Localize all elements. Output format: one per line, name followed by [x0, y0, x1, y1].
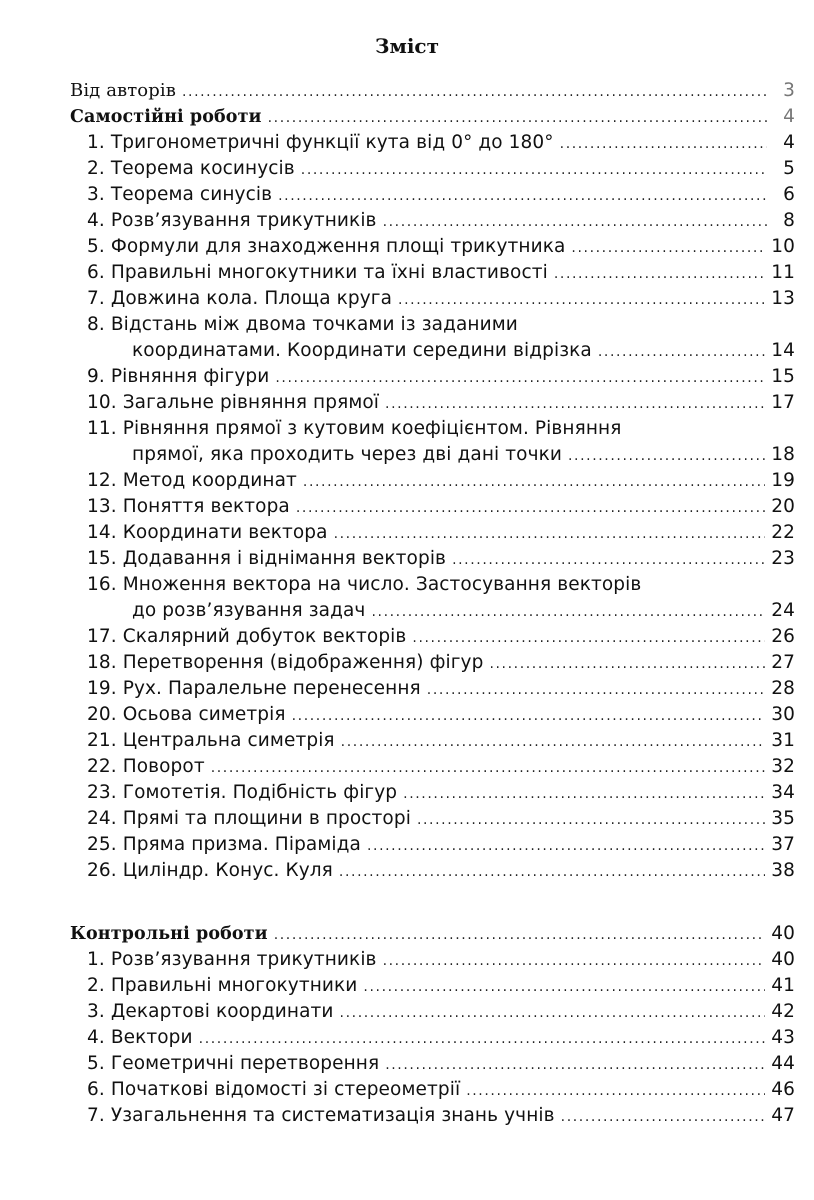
toc-entry[interactable] — [70, 973, 795, 999]
dot-leader — [268, 105, 767, 131]
page-number: 40 — [771, 949, 795, 970]
dot-leader — [568, 443, 765, 469]
page-number: 11 — [771, 262, 795, 283]
section-label: Самостійні роботи — [70, 107, 262, 127]
page-number: 28 — [771, 678, 795, 699]
toc-entry-label: 17. Скалярний добуток векторів — [87, 626, 407, 647]
toc-entry[interactable] — [70, 208, 795, 234]
toc-entry[interactable] — [70, 182, 795, 208]
toc-entry-label: 6. Правильні многокутники та їхні властивості — [87, 262, 548, 283]
dot-leader — [211, 755, 766, 781]
toc-entry-continuation[interactable] — [70, 338, 795, 364]
toc-entry[interactable] — [70, 999, 795, 1025]
toc-entry-label: 2. Теорема косинусів — [87, 158, 295, 179]
toc-entry-label: 7. Узагальнення та систематизація знань учнів — [87, 1105, 555, 1126]
toc-entry-label: 25. Пряма призма. Піраміда — [87, 834, 361, 855]
dot-leader — [598, 339, 765, 365]
page-number: 46 — [771, 1079, 795, 1100]
section-label: Контрольні роботи — [70, 924, 268, 944]
toc-entry[interactable] — [70, 624, 795, 650]
toc-entry-label: координатами. Координати середини відрізка — [132, 340, 592, 361]
toc-entry-label: прямої, яка проходить через дві дані точки — [132, 444, 562, 465]
section-spacer — [70, 884, 795, 921]
toc-entry[interactable] — [70, 468, 795, 494]
toc-entry-label: 1. Розв’язування трикутників — [87, 949, 377, 970]
page-number: 4 — [783, 106, 795, 127]
page-number: 42 — [771, 1001, 795, 1022]
dot-leader — [292, 703, 766, 729]
toc-entry[interactable] — [70, 390, 795, 416]
toc-entry[interactable] — [70, 947, 795, 973]
toc-entry[interactable] — [70, 702, 795, 728]
toc-entry[interactable] — [70, 260, 795, 286]
toc-entry-label: 3. Теорема синусів — [87, 184, 273, 205]
toc-entry[interactable] — [70, 1025, 795, 1051]
dot-leader — [367, 833, 765, 859]
page-number: 24 — [771, 600, 795, 621]
toc-entry[interactable] — [70, 546, 795, 572]
dot-leader — [489, 651, 765, 677]
toc-entry[interactable] — [70, 520, 795, 546]
page-number: 10 — [771, 236, 795, 257]
dot-leader — [334, 521, 766, 547]
dot-leader — [398, 287, 765, 313]
toc-entry-label: 24. Прямі та площини в просторі — [87, 808, 411, 829]
toc-entry-label: 10. Загальне рівняння прямої — [87, 392, 380, 413]
section-heading-control[interactable] — [70, 921, 795, 947]
page-number: 8 — [783, 210, 795, 231]
toc-entry-label: 23. Гомотетія. Подібність фігур — [87, 782, 398, 803]
toc-entry[interactable] — [70, 1051, 795, 1077]
dot-leader — [383, 948, 766, 974]
toc-entry-label: до розв’язування задач — [132, 600, 366, 621]
toc-entry[interactable] — [70, 286, 795, 312]
page-number: 19 — [771, 470, 795, 491]
toc-entry-label: 20. Осьова симетрія — [87, 704, 286, 725]
page-number: 41 — [771, 975, 795, 996]
dot-leader — [301, 157, 767, 183]
toc-entry-label: 18. Перетворення (відображення) фігур — [87, 652, 484, 673]
toc-entry[interactable] — [70, 416, 795, 442]
toc-entry-label: 5. Формули для знаходження площі трикутника — [87, 236, 566, 257]
toc-entry-label: 22. Поворот — [87, 756, 205, 777]
toc-entry-label: 2. Правильні многокутники — [87, 975, 358, 996]
independent-works-list — [70, 130, 795, 884]
dot-leader — [296, 495, 765, 521]
page-number: 47 — [771, 1105, 795, 1126]
toc-entry-continuation[interactable] — [70, 442, 795, 468]
dot-leader — [363, 974, 765, 1000]
toc-entry-label: 4. Розв’язування трикутників — [87, 210, 377, 231]
page-number: 4 — [783, 132, 795, 153]
dot-leader — [182, 79, 767, 105]
toc-entry[interactable] — [70, 832, 795, 858]
toc-entry-label: 26. Циліндр. Конус. Куля — [87, 860, 333, 881]
table-of-contents — [70, 78, 795, 1129]
dot-leader — [403, 781, 765, 807]
page-number: 44 — [771, 1053, 795, 1074]
dot-leader — [341, 729, 766, 755]
page-number: 22 — [771, 522, 795, 543]
page-number: 34 — [771, 782, 795, 803]
page-number: 23 — [771, 548, 795, 569]
toc-entry-label: 21. Центральна симетрія — [87, 730, 335, 751]
dot-leader — [412, 625, 765, 651]
page-number: 32 — [771, 756, 795, 777]
toc-entry-label: 19. Рух. Паралельне перенесення — [87, 678, 421, 699]
toc-entry-label: 4. Вектори — [87, 1027, 193, 1048]
page-number: 27 — [771, 652, 795, 673]
toc-entry-label: 14. Координати вектора — [87, 522, 328, 543]
page-number: 30 — [771, 704, 795, 725]
dot-leader — [339, 859, 765, 885]
dot-leader — [340, 1000, 766, 1026]
toc-entry[interactable] — [70, 1103, 795, 1129]
page-number: 26 — [771, 626, 795, 647]
toc-entry[interactable] — [70, 728, 795, 754]
dot-leader — [199, 1026, 766, 1052]
toc-entry-label: 13. Поняття вектора — [87, 496, 290, 517]
page-number: 6 — [783, 184, 795, 205]
page-number: 18 — [771, 444, 795, 465]
page-number: 43 — [771, 1027, 795, 1048]
page-number: 5 — [783, 158, 795, 179]
dot-leader — [303, 469, 765, 495]
dot-leader — [383, 209, 767, 235]
toc-entry[interactable] — [70, 130, 795, 156]
toc-entry-label: 15. Додавання і віднімання векторів — [87, 548, 447, 569]
dot-leader — [275, 365, 765, 391]
toc-entry[interactable] — [70, 650, 795, 676]
page-number: 31 — [771, 730, 795, 751]
toc-entry-label: 5. Геометричні перетворення — [87, 1053, 380, 1074]
dot-leader — [371, 599, 765, 625]
toc-entry-label: 7. Довжина кола. Площа круга — [87, 288, 393, 309]
toc-entry-label: 8. Відстань між двома точками із заданими — [87, 314, 518, 335]
dot-leader — [385, 1052, 765, 1078]
toc-entry-label: 9. Рівняння фігури — [87, 366, 270, 387]
toc-entry-intro[interactable] — [70, 78, 795, 104]
toc-entry-label: Від авторів — [70, 80, 176, 101]
page-number: 14 — [771, 340, 795, 361]
dot-leader — [278, 183, 767, 209]
dot-leader — [417, 807, 765, 833]
toc-entry-label: 3. Декартові координати — [87, 1001, 334, 1022]
page-title: Зміст — [375, 34, 439, 58]
section-heading-independent[interactable] — [70, 104, 795, 130]
toc-entry-label: 16. Множення вектора на число. Застосування векторів — [87, 574, 642, 595]
toc-entry-label: 11. Рівняння прямої з кутовим коефіцієнтом. Рівняння — [87, 418, 622, 439]
dot-leader — [427, 677, 765, 703]
control-works-list — [70, 947, 795, 1129]
page-number: 37 — [771, 834, 795, 855]
toc-entry[interactable] — [70, 1077, 795, 1103]
toc-entry[interactable] — [70, 494, 795, 520]
dot-leader — [452, 547, 765, 573]
toc-entry[interactable] — [70, 312, 795, 338]
toc-entry-label: 6. Початкові відомості зі стереометрії — [87, 1079, 461, 1100]
dot-leader — [561, 1104, 766, 1130]
toc-entry[interactable] — [70, 806, 795, 832]
toc-entry[interactable] — [70, 754, 795, 780]
toc-entry-label: 1. Тригонометричні функції кута від 0° до 180° — [87, 132, 554, 153]
page-number: 35 — [771, 808, 795, 829]
page-number: 15 — [771, 366, 795, 387]
toc-entry[interactable] — [70, 858, 795, 884]
page-number: 38 — [771, 860, 795, 881]
dot-leader — [466, 1078, 765, 1104]
dot-leader — [554, 261, 765, 287]
toc-entry[interactable] — [70, 780, 795, 806]
page-number: 13 — [771, 288, 795, 309]
page-number: 3 — [783, 80, 795, 101]
dot-leader — [571, 235, 765, 261]
dot-leader — [274, 922, 766, 948]
toc-entry[interactable] — [70, 234, 795, 260]
toc-entry[interactable] — [70, 572, 795, 598]
toc-entry[interactable] — [70, 676, 795, 702]
toc-entry-continuation[interactable] — [70, 598, 795, 624]
dot-leader — [560, 131, 767, 157]
toc-entry[interactable] — [70, 364, 795, 390]
dot-leader — [385, 391, 765, 417]
toc-entry[interactable] — [70, 156, 795, 182]
page-number: 17 — [771, 392, 795, 413]
toc-entry-label: 12. Метод координат — [87, 470, 297, 491]
page-number: 40 — [771, 923, 795, 944]
page-number: 20 — [771, 496, 795, 517]
